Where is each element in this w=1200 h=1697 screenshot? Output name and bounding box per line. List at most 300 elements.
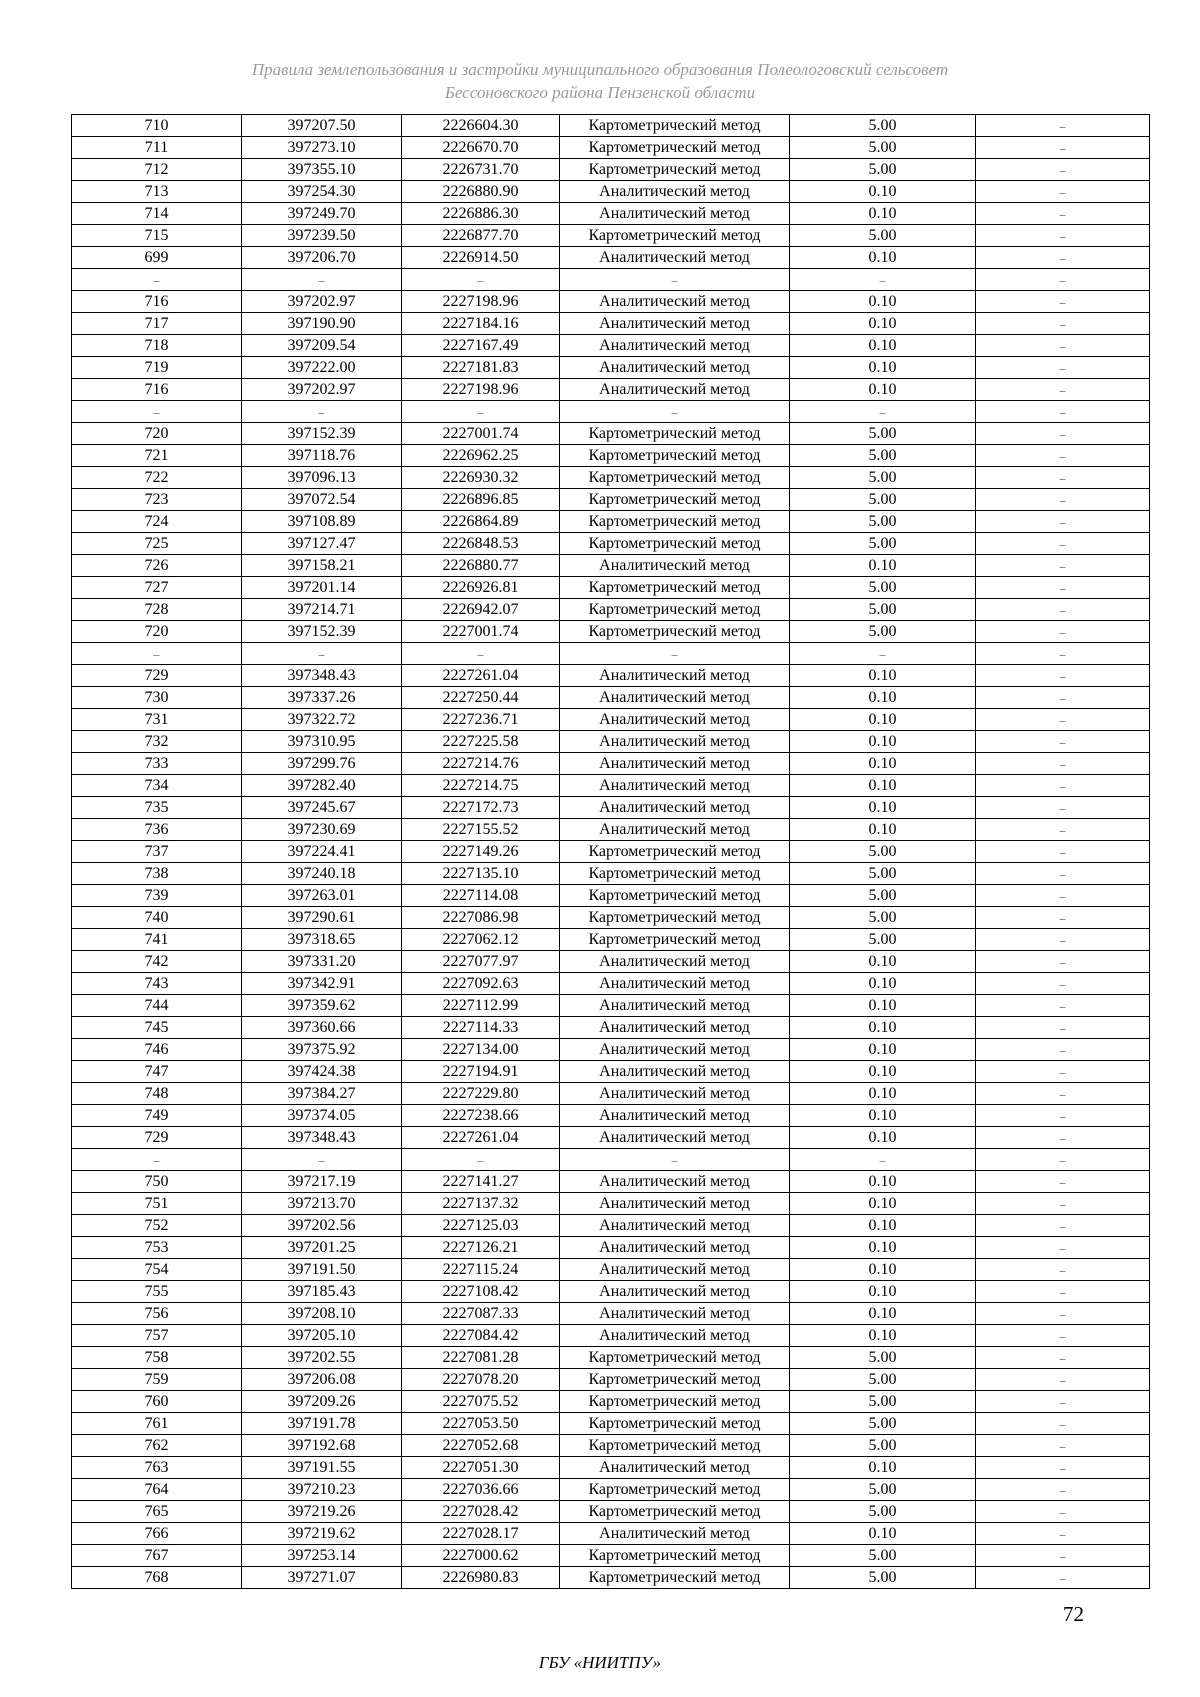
y-coordinate-cell: 2227238.66: [402, 1105, 560, 1127]
description-cell: –: [976, 1127, 1150, 1149]
method-cell: Картометрический метод: [560, 621, 790, 643]
method-cell: Аналитический метод: [560, 357, 790, 379]
description-cell: –: [976, 445, 1150, 467]
y-coordinate-cell: 2227112.99: [402, 995, 560, 1017]
description-cell: –: [976, 313, 1150, 335]
x-coordinate-cell: 397201.14: [242, 577, 402, 599]
table-row: [72, 269, 1150, 291]
document-header: [0, 58, 1200, 104]
table-row: [72, 203, 1150, 225]
point-number-cell: 768: [72, 1567, 242, 1589]
description-cell: –: [976, 467, 1150, 489]
x-coordinate-cell: 397219.62: [242, 1523, 402, 1545]
y-coordinate-cell: 2227214.76: [402, 753, 560, 775]
x-coordinate-cell: –: [242, 269, 402, 291]
accuracy-cell: 5.00: [790, 423, 976, 445]
y-coordinate-cell: 2227229.80: [402, 1083, 560, 1105]
accuracy-cell: 0.10: [790, 775, 976, 797]
y-coordinate-cell: 2226942.07: [402, 599, 560, 621]
description-cell: –: [976, 709, 1150, 731]
table-row: [72, 159, 1150, 181]
table-row: [72, 995, 1150, 1017]
x-coordinate-cell: 397152.39: [242, 423, 402, 445]
y-coordinate-cell: 2227194.91: [402, 1061, 560, 1083]
description-cell: –: [976, 665, 1150, 687]
description-cell: –: [976, 731, 1150, 753]
table-row: [72, 687, 1150, 709]
point-number-cell: 751: [72, 1193, 242, 1215]
y-coordinate-cell: 2226886.30: [402, 203, 560, 225]
accuracy-cell: 0.10: [790, 973, 976, 995]
table-row: [72, 555, 1150, 577]
footer-organization: ГБУ «НИИТПУ»: [538, 1653, 662, 1672]
description-cell: –: [976, 1259, 1150, 1281]
y-coordinate-cell: –: [402, 269, 560, 291]
table-row: [72, 1039, 1150, 1061]
table-row: [72, 1127, 1150, 1149]
method-cell: Аналитический метод: [560, 775, 790, 797]
x-coordinate-cell: 397209.26: [242, 1391, 402, 1413]
accuracy-cell: 5.00: [790, 533, 976, 555]
y-coordinate-cell: 2226962.25: [402, 445, 560, 467]
x-coordinate-cell: 397424.38: [242, 1061, 402, 1083]
method-cell: Аналитический метод: [560, 181, 790, 203]
method-cell: Аналитический метод: [560, 797, 790, 819]
y-coordinate-cell: 2227081.28: [402, 1347, 560, 1369]
method-cell: Аналитический метод: [560, 313, 790, 335]
accuracy-cell: –: [790, 269, 976, 291]
description-cell: –: [976, 203, 1150, 225]
table-row: [72, 621, 1150, 643]
y-coordinate-cell: 2227149.26: [402, 841, 560, 863]
table-row: [72, 225, 1150, 247]
method-cell: Картометрический метод: [560, 1391, 790, 1413]
point-number-cell: 722: [72, 467, 242, 489]
point-number-cell: 749: [72, 1105, 242, 1127]
y-coordinate-cell: 2227028.17: [402, 1523, 560, 1545]
y-coordinate-cell: 2227125.03: [402, 1215, 560, 1237]
accuracy-cell: 5.00: [790, 885, 976, 907]
description-cell: –: [976, 379, 1150, 401]
method-cell: –: [560, 1149, 790, 1171]
y-coordinate-cell: 2226877.70: [402, 225, 560, 247]
description-cell: –: [976, 335, 1150, 357]
point-number-cell: 762: [72, 1435, 242, 1457]
y-coordinate-cell: 2227092.63: [402, 973, 560, 995]
point-number-cell: 759: [72, 1369, 242, 1391]
table-row: [72, 1171, 1150, 1193]
method-cell: Аналитический метод: [560, 951, 790, 973]
method-cell: Аналитический метод: [560, 379, 790, 401]
table-row: [72, 1369, 1150, 1391]
point-number-cell: 711: [72, 137, 242, 159]
accuracy-cell: 5.00: [790, 907, 976, 929]
method-cell: Аналитический метод: [560, 555, 790, 577]
table-row: [72, 137, 1150, 159]
accuracy-cell: 5.00: [790, 137, 976, 159]
point-number-cell: 710: [72, 115, 242, 137]
x-coordinate-cell: 397299.76: [242, 753, 402, 775]
coordinates-table: [71, 114, 1150, 1589]
description-cell: –: [976, 687, 1150, 709]
x-coordinate-cell: 397185.43: [242, 1281, 402, 1303]
method-cell: Картометрический метод: [560, 1435, 790, 1457]
point-number-cell: 756: [72, 1303, 242, 1325]
x-coordinate-cell: 397127.47: [242, 533, 402, 555]
table-row: [72, 1237, 1150, 1259]
method-cell: Аналитический метод: [560, 1457, 790, 1479]
accuracy-cell: 5.00: [790, 929, 976, 951]
accuracy-cell: 5.00: [790, 1545, 976, 1567]
accuracy-cell: –: [790, 643, 976, 665]
method-cell: Аналитический метод: [560, 335, 790, 357]
x-coordinate-cell: 397273.10: [242, 137, 402, 159]
method-cell: Аналитический метод: [560, 291, 790, 313]
method-cell: Картометрический метод: [560, 907, 790, 929]
method-cell: Картометрический метод: [560, 599, 790, 621]
table-row: [72, 1017, 1150, 1039]
y-coordinate-cell: 2227052.68: [402, 1435, 560, 1457]
x-coordinate-cell: 397202.56: [242, 1215, 402, 1237]
accuracy-cell: 0.10: [790, 181, 976, 203]
table-row: [72, 181, 1150, 203]
point-number-cell: 765: [72, 1501, 242, 1523]
accuracy-cell: 0.10: [790, 1193, 976, 1215]
method-cell: Картометрический метод: [560, 467, 790, 489]
y-coordinate-cell: 2227001.74: [402, 423, 560, 445]
x-coordinate-cell: 397222.00: [242, 357, 402, 379]
y-coordinate-cell: 2227250.44: [402, 687, 560, 709]
table-row: [72, 445, 1150, 467]
x-coordinate-cell: 397360.66: [242, 1017, 402, 1039]
accuracy-cell: 0.10: [790, 555, 976, 577]
method-cell: Аналитический метод: [560, 973, 790, 995]
description-cell: –: [976, 1061, 1150, 1083]
description-cell: –: [976, 951, 1150, 973]
method-cell: Аналитический метод: [560, 1303, 790, 1325]
point-number-cell: 717: [72, 313, 242, 335]
x-coordinate-cell: 397374.05: [242, 1105, 402, 1127]
x-coordinate-cell: 397207.50: [242, 115, 402, 137]
table-row: [72, 1215, 1150, 1237]
accuracy-cell: 5.00: [790, 467, 976, 489]
point-number-cell: 733: [72, 753, 242, 775]
y-coordinate-cell: 2226930.32: [402, 467, 560, 489]
point-number-cell: 741: [72, 929, 242, 951]
accuracy-cell: 0.10: [790, 1325, 976, 1347]
table-row: [72, 1567, 1150, 1589]
x-coordinate-cell: 397263.01: [242, 885, 402, 907]
description-cell: –: [976, 1413, 1150, 1435]
point-number-cell: 731: [72, 709, 242, 731]
point-number-cell: –: [72, 401, 242, 423]
y-coordinate-cell: –: [402, 1149, 560, 1171]
table-row: [72, 1457, 1150, 1479]
method-cell: Картометрический метод: [560, 137, 790, 159]
accuracy-cell: 5.00: [790, 1501, 976, 1523]
description-cell: –: [976, 621, 1150, 643]
point-number-cell: 727: [72, 577, 242, 599]
method-cell: Аналитический метод: [560, 1193, 790, 1215]
x-coordinate-cell: 397249.70: [242, 203, 402, 225]
y-coordinate-cell: 2227086.98: [402, 907, 560, 929]
x-coordinate-cell: 397191.55: [242, 1457, 402, 1479]
table-row: [72, 1281, 1150, 1303]
point-number-cell: 726: [72, 555, 242, 577]
y-coordinate-cell: 2226848.53: [402, 533, 560, 555]
y-coordinate-cell: 2227036.66: [402, 1479, 560, 1501]
x-coordinate-cell: 397355.10: [242, 159, 402, 181]
accuracy-cell: 5.00: [790, 159, 976, 181]
accuracy-cell: 0.10: [790, 709, 976, 731]
method-cell: Картометрический метод: [560, 1369, 790, 1391]
description-cell: –: [976, 1391, 1150, 1413]
x-coordinate-cell: 397230.69: [242, 819, 402, 841]
accuracy-cell: 0.10: [790, 995, 976, 1017]
accuracy-cell: –: [790, 1149, 976, 1171]
point-number-cell: –: [72, 269, 242, 291]
x-coordinate-cell: 397209.54: [242, 335, 402, 357]
point-number-cell: 724: [72, 511, 242, 533]
table-row: [72, 753, 1150, 775]
table-row: [72, 115, 1150, 137]
y-coordinate-cell: 2227028.42: [402, 1501, 560, 1523]
x-coordinate-cell: 397384.27: [242, 1083, 402, 1105]
x-coordinate-cell: 397318.65: [242, 929, 402, 951]
point-number-cell: 721: [72, 445, 242, 467]
accuracy-cell: 0.10: [790, 1281, 976, 1303]
description-cell: –: [976, 929, 1150, 951]
point-number-cell: 735: [72, 797, 242, 819]
description-cell: –: [976, 1325, 1150, 1347]
table-row: [72, 599, 1150, 621]
table-row: [72, 863, 1150, 885]
table-row: [72, 1149, 1150, 1171]
y-coordinate-cell: 2226980.83: [402, 1567, 560, 1589]
x-coordinate-cell: 397202.97: [242, 291, 402, 313]
x-coordinate-cell: 397239.50: [242, 225, 402, 247]
table-row: [72, 1083, 1150, 1105]
point-number-cell: 715: [72, 225, 242, 247]
method-cell: –: [560, 643, 790, 665]
point-number-cell: 744: [72, 995, 242, 1017]
x-coordinate-cell: 397213.70: [242, 1193, 402, 1215]
y-coordinate-cell: 2227084.42: [402, 1325, 560, 1347]
accuracy-cell: 5.00: [790, 1369, 976, 1391]
accuracy-cell: –: [790, 401, 976, 423]
accuracy-cell: 0.10: [790, 357, 976, 379]
point-number-cell: 739: [72, 885, 242, 907]
description-cell: –: [976, 577, 1150, 599]
x-coordinate-cell: 397224.41: [242, 841, 402, 863]
description-cell: –: [976, 1215, 1150, 1237]
method-cell: Аналитический метод: [560, 709, 790, 731]
description-cell: –: [976, 863, 1150, 885]
method-cell: Картометрический метод: [560, 511, 790, 533]
x-coordinate-cell: 397201.25: [242, 1237, 402, 1259]
description-cell: –: [976, 1017, 1150, 1039]
point-number-cell: 713: [72, 181, 242, 203]
description-cell: –: [976, 269, 1150, 291]
table-row: [72, 819, 1150, 841]
y-coordinate-cell: 2227135.10: [402, 863, 560, 885]
description-cell: –: [976, 423, 1150, 445]
x-coordinate-cell: 397240.18: [242, 863, 402, 885]
method-cell: Аналитический метод: [560, 1105, 790, 1127]
point-number-cell: 729: [72, 665, 242, 687]
y-coordinate-cell: 2227155.52: [402, 819, 560, 841]
method-cell: Картометрический метод: [560, 1567, 790, 1589]
point-number-cell: 758: [72, 1347, 242, 1369]
table-row: [72, 775, 1150, 797]
table-row: [72, 313, 1150, 335]
method-cell: Аналитический метод: [560, 687, 790, 709]
method-cell: Аналитический метод: [560, 1039, 790, 1061]
description-cell: –: [976, 1237, 1150, 1259]
table-row: [72, 577, 1150, 599]
method-cell: Аналитический метод: [560, 1083, 790, 1105]
accuracy-cell: 0.10: [790, 1105, 976, 1127]
y-coordinate-cell: 2227198.96: [402, 379, 560, 401]
table-row: [72, 1259, 1150, 1281]
accuracy-cell: 0.10: [790, 379, 976, 401]
table-row: [72, 1193, 1150, 1215]
y-coordinate-cell: 2227114.33: [402, 1017, 560, 1039]
x-coordinate-cell: 397254.30: [242, 181, 402, 203]
point-number-cell: 767: [72, 1545, 242, 1567]
method-cell: Аналитический метод: [560, 1215, 790, 1237]
x-coordinate-cell: 397282.40: [242, 775, 402, 797]
method-cell: Аналитический метод: [560, 731, 790, 753]
accuracy-cell: 5.00: [790, 1413, 976, 1435]
accuracy-cell: 5.00: [790, 511, 976, 533]
point-number-cell: 712: [72, 159, 242, 181]
method-cell: Аналитический метод: [560, 247, 790, 269]
accuracy-cell: 0.10: [790, 1061, 976, 1083]
y-coordinate-cell: 2227172.73: [402, 797, 560, 819]
description-cell: –: [976, 1039, 1150, 1061]
y-coordinate-cell: 2226880.90: [402, 181, 560, 203]
accuracy-cell: 5.00: [790, 489, 976, 511]
accuracy-cell: 0.10: [790, 335, 976, 357]
y-coordinate-cell: 2227167.49: [402, 335, 560, 357]
table-row: [72, 731, 1150, 753]
method-cell: –: [560, 269, 790, 291]
method-cell: Картометрический метод: [560, 1347, 790, 1369]
accuracy-cell: 0.10: [790, 1017, 976, 1039]
y-coordinate-cell: 2227000.62: [402, 1545, 560, 1567]
y-coordinate-cell: –: [402, 401, 560, 423]
table-row: [72, 291, 1150, 313]
header-line-1: Правила землепользования и застройки муниципального образования Полеологовский сельсовет: [251, 60, 949, 79]
y-coordinate-cell: 2227051.30: [402, 1457, 560, 1479]
method-cell: Картометрический метод: [560, 533, 790, 555]
table-row: [72, 533, 1150, 555]
description-cell: –: [976, 1369, 1150, 1391]
x-coordinate-cell: 397210.23: [242, 1479, 402, 1501]
description-cell: –: [976, 511, 1150, 533]
x-coordinate-cell: 397271.07: [242, 1567, 402, 1589]
accuracy-cell: 0.10: [790, 1083, 976, 1105]
description-cell: –: [976, 1457, 1150, 1479]
table-row: [72, 1435, 1150, 1457]
description-cell: –: [976, 775, 1150, 797]
y-coordinate-cell: 2226880.77: [402, 555, 560, 577]
description-cell: –: [976, 489, 1150, 511]
table-row: [72, 929, 1150, 951]
y-coordinate-cell: 2227225.58: [402, 731, 560, 753]
y-coordinate-cell: 2227198.96: [402, 291, 560, 313]
y-coordinate-cell: 2227077.97: [402, 951, 560, 973]
accuracy-cell: 0.10: [790, 313, 976, 335]
description-cell: –: [976, 225, 1150, 247]
y-coordinate-cell: 2227108.42: [402, 1281, 560, 1303]
description-cell: –: [976, 159, 1150, 181]
description-cell: –: [976, 1347, 1150, 1369]
method-cell: Аналитический метод: [560, 995, 790, 1017]
method-cell: –: [560, 401, 790, 423]
accuracy-cell: 0.10: [790, 797, 976, 819]
point-number-cell: 745: [72, 1017, 242, 1039]
accuracy-cell: 0.10: [790, 1171, 976, 1193]
accuracy-cell: 5.00: [790, 1347, 976, 1369]
y-coordinate-cell: 2227087.33: [402, 1303, 560, 1325]
x-coordinate-cell: –: [242, 643, 402, 665]
point-number-cell: 754: [72, 1259, 242, 1281]
table-row: [72, 797, 1150, 819]
header-line-2: Бессоновского района Пензенской области: [444, 83, 756, 102]
table-row: [72, 1413, 1150, 1435]
description-cell: –: [976, 1435, 1150, 1457]
description-cell: –: [976, 1545, 1150, 1567]
accuracy-cell: 5.00: [790, 225, 976, 247]
point-number-cell: 742: [72, 951, 242, 973]
x-coordinate-cell: 397205.10: [242, 1325, 402, 1347]
method-cell: Аналитический метод: [560, 753, 790, 775]
method-cell: Картометрический метод: [560, 1545, 790, 1567]
accuracy-cell: 5.00: [790, 599, 976, 621]
y-coordinate-cell: 2227141.27: [402, 1171, 560, 1193]
table-row: [72, 511, 1150, 533]
point-number-cell: 737: [72, 841, 242, 863]
table-row: [72, 1347, 1150, 1369]
y-coordinate-cell: 2227078.20: [402, 1369, 560, 1391]
table-row: [72, 247, 1150, 269]
point-number-cell: 753: [72, 1237, 242, 1259]
description-cell: –: [976, 1149, 1150, 1171]
x-coordinate-cell: 397192.68: [242, 1435, 402, 1457]
point-number-cell: 761: [72, 1413, 242, 1435]
point-number-cell: 732: [72, 731, 242, 753]
method-cell: Аналитический метод: [560, 1325, 790, 1347]
table-row: [72, 841, 1150, 863]
point-number-cell: 736: [72, 819, 242, 841]
accuracy-cell: 5.00: [790, 1435, 976, 1457]
point-number-cell: 743: [72, 973, 242, 995]
x-coordinate-cell: 397190.90: [242, 313, 402, 335]
y-coordinate-cell: 2227126.21: [402, 1237, 560, 1259]
method-cell: Аналитический метод: [560, 1259, 790, 1281]
description-cell: –: [976, 291, 1150, 313]
y-coordinate-cell: 2226604.30: [402, 115, 560, 137]
point-number-cell: 763: [72, 1457, 242, 1479]
y-coordinate-cell: 2227114.08: [402, 885, 560, 907]
x-coordinate-cell: 397219.26: [242, 1501, 402, 1523]
table-row: [72, 907, 1150, 929]
accuracy-cell: 0.10: [790, 1259, 976, 1281]
table-row: [72, 973, 1150, 995]
y-coordinate-cell: 2226914.50: [402, 247, 560, 269]
